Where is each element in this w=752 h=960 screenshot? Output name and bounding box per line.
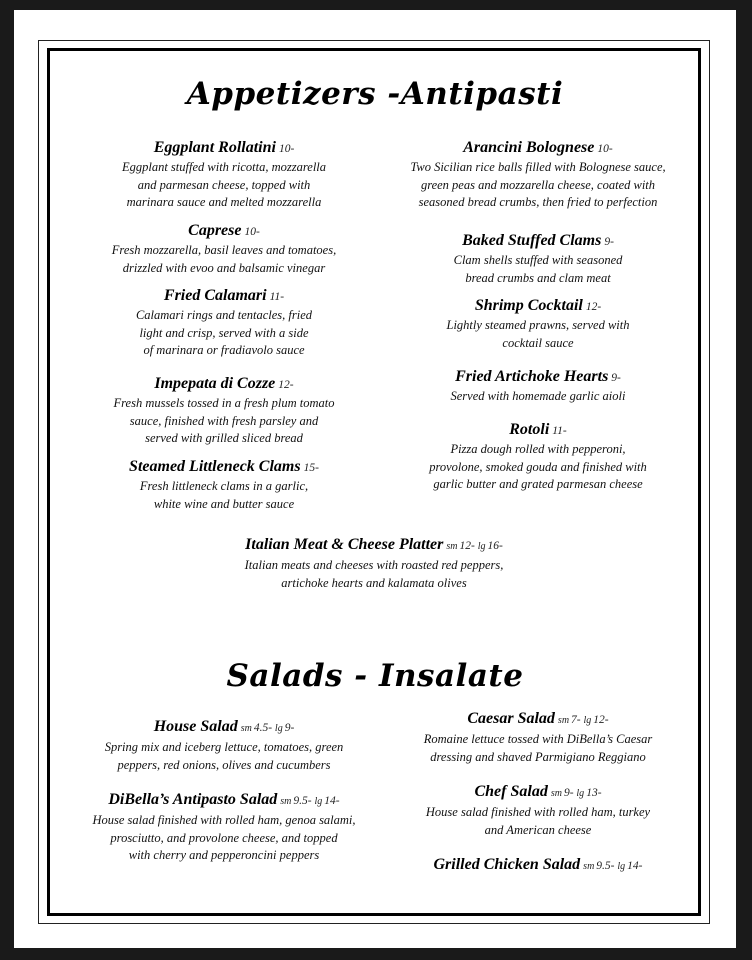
menu-item: [74, 221, 374, 277]
description-line: prosciutto, and provolone cheese, and topped: [110, 830, 338, 845]
appetizers-heading: Appetizers -Antipasti: [186, 76, 564, 112]
menu-item-title: [74, 457, 374, 478]
menu-item: [380, 138, 696, 212]
description-line: dressing and shaved Parmigiano Reggiano: [430, 749, 646, 764]
description-line: Two Sicilian rice balls filled with Bolognese sauce,: [410, 160, 666, 174]
menu-item-description: [380, 804, 696, 839]
menu-item-description: [74, 395, 374, 448]
menu-item-title: [380, 138, 696, 159]
price-large: 16-: [487, 540, 503, 552]
price-small: 9-: [563, 787, 574, 799]
menu-item-title: [74, 221, 374, 242]
size-small-label: sm: [240, 723, 252, 734]
description-line: seasoned bread crumbs, then fried to perfection: [418, 195, 658, 209]
menu-item: [74, 790, 374, 865]
description-line: Lightly steamed prawns, served with: [446, 318, 630, 332]
price-value: 11-: [269, 291, 285, 303]
description-line: provolone, smoked gouda and finished with: [429, 459, 647, 474]
menu-item-title: [74, 790, 374, 812]
menu-page: [14, 10, 736, 948]
menu-item-name: Steamed Littleneck Clams: [129, 458, 301, 475]
menu-item-price: [604, 236, 614, 248]
menu-item: [380, 367, 696, 406]
menu-item-name: Italian Meat & Cheese Platter: [245, 536, 444, 553]
description-line: sauce, finished with fresh parsley and: [129, 413, 319, 428]
description-line: Fresh littleneck clams in a garlic,: [139, 479, 309, 493]
salads-heading: Salads - Insalate: [226, 658, 524, 694]
menu-item-price: [597, 143, 612, 155]
size-small-label: sm: [280, 796, 292, 807]
menu-item-price: [241, 722, 295, 734]
description-line: Romaine lettuce tossed with DiBella’s Caesar: [423, 732, 653, 746]
menu-item-name: Rotoli: [509, 421, 550, 438]
menu-item-name: DiBella’s Antipasto Salad: [108, 791, 278, 808]
menu-item: [74, 717, 374, 774]
menu-item: [380, 709, 696, 766]
menu-item-title: [174, 535, 574, 557]
price-large: 14-: [324, 795, 340, 807]
description-line: of marinara or fradiavolo sauce: [143, 343, 305, 357]
price-value: 10-: [244, 226, 260, 238]
price-large: 14-: [627, 860, 643, 872]
menu-item-price: [278, 379, 293, 391]
menu-item-price: [558, 714, 609, 726]
description-line: served with grilled sliced bread: [145, 431, 303, 445]
menu-item-name: Fried Artichoke Hearts: [455, 368, 609, 385]
menu-item-name: Eggplant Rollatini: [153, 139, 276, 156]
menu-item: [380, 296, 696, 352]
price-large: 12-: [593, 714, 609, 726]
menu-item-title: [380, 855, 696, 877]
menu-item-name: Chef Salad: [474, 783, 548, 800]
price-value: 12-: [585, 301, 602, 313]
description-line: Fresh mozzarella, basil leaves and tomatoes,: [111, 243, 337, 257]
menu-item-price: [446, 540, 502, 552]
menu-item-price: [586, 301, 601, 313]
menu-item: [380, 420, 696, 494]
menu-item-description: [74, 478, 374, 513]
menu-item-description: [380, 159, 696, 212]
menu-item-name: Caprese: [188, 222, 242, 239]
price-value: 12-: [278, 379, 294, 391]
price-small: 12-: [459, 540, 475, 552]
description-line: Eggplant stuffed with ricotta, mozzarella: [121, 160, 327, 174]
description-line: Pizza dough rolled with pepperoni,: [450, 442, 626, 456]
description-line: House salad finished with rolled ham, turkey: [425, 805, 651, 819]
menu-item-price: [552, 425, 566, 437]
menu-item-price: [551, 787, 602, 799]
menu-item: [74, 138, 374, 212]
price-value: 10-: [597, 143, 613, 155]
menu-item-title: [380, 296, 696, 317]
price-small: 7-: [571, 714, 581, 726]
menu-item-description: [74, 812, 374, 865]
menu-item-name: Arancini Bolognese: [463, 139, 595, 156]
description-line: peppers, red onions, olives and cucumbers: [117, 757, 331, 772]
price-value: 11-: [552, 425, 567, 437]
menu-item: [74, 457, 374, 513]
description-line: green peas and mozzarella cheese, coated with: [420, 177, 656, 192]
description-line: Served with homemade garlic aioli: [450, 389, 626, 403]
menu-item-price: [244, 226, 259, 238]
menu-item-description: [380, 731, 696, 766]
price-value: 15-: [303, 462, 319, 474]
menu-item-price: [279, 143, 294, 155]
size-large-label: lg: [477, 541, 486, 552]
menu-item-description: [380, 317, 696, 352]
menu-item-title: [380, 782, 696, 804]
menu-item-description: [74, 307, 374, 360]
menu-item: [74, 374, 374, 448]
size-large-label: lg: [617, 861, 626, 872]
menu-item-name: Shrimp Cocktail: [474, 297, 583, 314]
menu-item-title: [380, 709, 696, 731]
menu-item: [74, 286, 374, 360]
menu-item-title: [380, 420, 696, 441]
description-line: and parmesan cheese, topped with: [137, 177, 311, 192]
menu-item: [380, 231, 696, 287]
menu-item-title: [74, 374, 374, 395]
price-value: 9-: [604, 236, 614, 248]
menu-item-name: Impepata di Cozze: [154, 375, 276, 392]
menu-item-title: [74, 286, 374, 307]
size-large-label: lg: [576, 788, 585, 799]
size-small-label: sm: [550, 788, 562, 799]
description-line: bread crumbs and clam meat: [465, 270, 611, 285]
description-line: artichoke hearts and kalamata olives: [281, 575, 467, 590]
menu-item-name: House Salad: [153, 718, 238, 735]
size-small-label: sm: [557, 715, 570, 726]
description-line: House salad finished with rolled ham, genoa salami,: [92, 813, 356, 827]
menu-item-description: [174, 557, 574, 592]
description-line: Fresh mussels tossed in a fresh plum tomato: [113, 396, 335, 410]
menu-item-title: [380, 231, 696, 252]
size-large-label: lg: [274, 723, 283, 734]
menu-item-name: Grilled Chicken Salad: [433, 856, 581, 873]
description-line: garlic butter and grated parmesan cheese: [433, 477, 643, 491]
menu-item-description: [74, 159, 374, 212]
menu-item: [174, 535, 574, 592]
price-small: 9.5-: [293, 795, 312, 807]
description-line: marinara sauce and melted mozzarella: [126, 195, 322, 209]
description-line: cocktail sauce: [502, 335, 574, 350]
description-line: with cherry and pepperoncini peppers: [128, 848, 320, 862]
menu-item-price: [304, 462, 319, 474]
size-large-label: lg: [583, 715, 592, 726]
price-value: 9-: [611, 372, 621, 384]
size-small-label: sm: [583, 861, 595, 872]
description-line: Italian meats and cheeses with roasted red peppers,: [244, 558, 504, 572]
menu-item-description: [74, 739, 374, 774]
menu-item-price: [583, 860, 642, 872]
size-small-label: sm: [446, 541, 458, 552]
menu-item-description: [380, 388, 696, 406]
menu-item-name: Fried Calamari: [163, 287, 267, 304]
menu-item: [380, 782, 696, 839]
menu-item-description: [380, 441, 696, 494]
description-line: Spring mix and iceberg lettuce, tomatoes, green: [104, 740, 344, 754]
description-line: and American cheese: [484, 822, 592, 837]
description-line: white wine and butter sauce: [153, 496, 295, 511]
menu-item-price: [270, 291, 284, 303]
price-small: 9.5-: [596, 860, 615, 872]
menu-item-name: Caesar Salad: [467, 710, 555, 727]
price-small: 4.5-: [253, 722, 273, 734]
price-large: 9-: [284, 722, 295, 734]
description-line: drizzled with evoo and balsamic vinegar: [122, 260, 326, 275]
menu-item-price: [280, 795, 339, 807]
price-large: 13-: [586, 787, 602, 799]
menu-item-description: [380, 252, 696, 287]
menu-item-title: [74, 138, 374, 159]
size-large-label: lg: [314, 796, 323, 807]
menu-item-title: [380, 367, 696, 388]
menu-item-price: [611, 372, 621, 384]
menu-item-description: [74, 242, 374, 277]
description-line: Clam shells stuffed with seasoned: [453, 253, 623, 267]
menu-item: [380, 855, 696, 877]
description-line: light and crisp, served with a side: [139, 325, 309, 340]
menu-item-title: [74, 717, 374, 739]
price-value: 10-: [278, 143, 295, 155]
menu-item-name: Baked Stuffed Clams: [462, 232, 602, 249]
description-line: Calamari rings and tentacles, fried: [135, 308, 313, 322]
